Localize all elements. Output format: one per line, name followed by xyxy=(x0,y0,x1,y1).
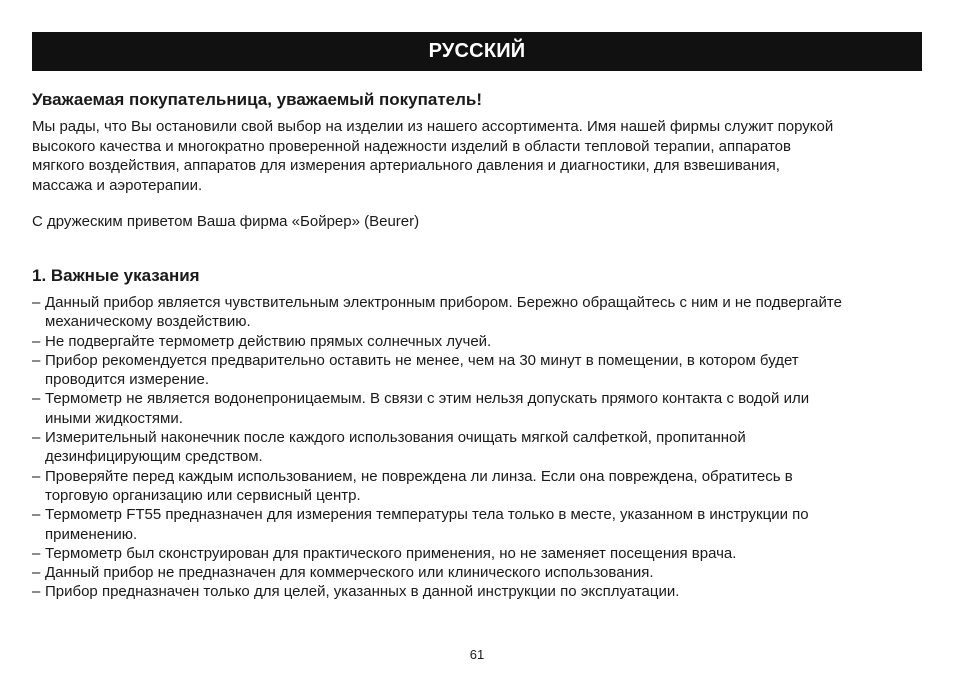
list-item xyxy=(32,544,937,563)
list-item xyxy=(32,467,937,506)
list-item-text: Не подвергайте термометр действию прямых солнечных лучей. xyxy=(45,332,492,350)
list-item xyxy=(32,389,937,428)
page-number: 61 xyxy=(469,647,485,662)
list-item xyxy=(32,582,937,601)
language-header-bar xyxy=(32,32,922,71)
list-item xyxy=(32,351,937,390)
list-item-text: Термометр был сконструирован для практического применения, но не заменяет посещения врача. xyxy=(45,544,737,562)
bullet-dash: – xyxy=(32,506,41,524)
bullet-dash: – xyxy=(32,467,41,485)
intro-paragraph: Мы рады, что Вы остановили свой выбор на изделии из нашего ассортимента. Имя нашей фирмы служит порукой высокого качества и многократно проверенной надежности изделий в области тепловой терапии, аппаратов мягкого воздействия, аппаратов для измерения артериального давления и диагностики, для взвешивания, массажа и аэротерапии. xyxy=(32,118,834,194)
list-item-text: Данный прибор является чувствительным электронным прибором. Бережно обращайтесь с ним и не подвергайте механическому воздействию. xyxy=(45,294,842,331)
bullet-dash: – xyxy=(32,351,41,369)
list-item-text: Термометр FT55 предназначен для измерения температуры тела только в месте, указанном в инструкции по применению. xyxy=(45,506,809,543)
list-item-text: Прибор предназначен только для целей, указанных в данной инструкции по эксплуатации. xyxy=(45,583,680,601)
list-item-text: Термометр не является водонепроницаемым. В связи с этим нельзя допускать прямого контакта с водой или иными жидкостями. xyxy=(45,390,810,427)
bullet-dash: – xyxy=(32,429,41,447)
section-title: 1. Важные указания xyxy=(32,266,200,285)
instructions-list xyxy=(32,293,937,602)
bullet-dash: – xyxy=(32,294,41,311)
bullet-dash: – xyxy=(32,583,41,601)
list-item-text: Измерительный наконечник после каждого использования очищать мягкой салфеткой, пропитанной дезинфицирующим средством. xyxy=(45,429,746,466)
language-title: РУССКИЙ xyxy=(428,40,526,62)
bullet-dash: – xyxy=(32,332,41,350)
bullet-dash: – xyxy=(32,564,41,582)
list-item xyxy=(32,332,937,351)
greeting-heading: Уважаемая покупательница, уважаемый покупатель! xyxy=(32,90,483,109)
list-item-text: Проверяйте перед каждым использованием, не повреждена ли линза. Если она повреждена, обратитесь в торговую организацию или сервисный центр. xyxy=(45,467,793,504)
list-item xyxy=(32,505,937,544)
list-item xyxy=(32,293,937,332)
list-item-text: Данный прибор не предназначен для коммерческого или клинического использования. xyxy=(45,564,654,582)
bullet-dash: – xyxy=(32,390,41,408)
signoff-text: С дружеским приветом Ваша фирма «Бойрер» (Beurer) xyxy=(32,213,420,230)
list-item-text: Прибор рекомендуется предварительно оставить не менее, чем на 30 минут в помещении, в котором будет проводится измерение. xyxy=(45,351,799,389)
list-item xyxy=(32,563,937,582)
bullet-dash: – xyxy=(32,544,41,562)
list-item xyxy=(32,428,937,467)
